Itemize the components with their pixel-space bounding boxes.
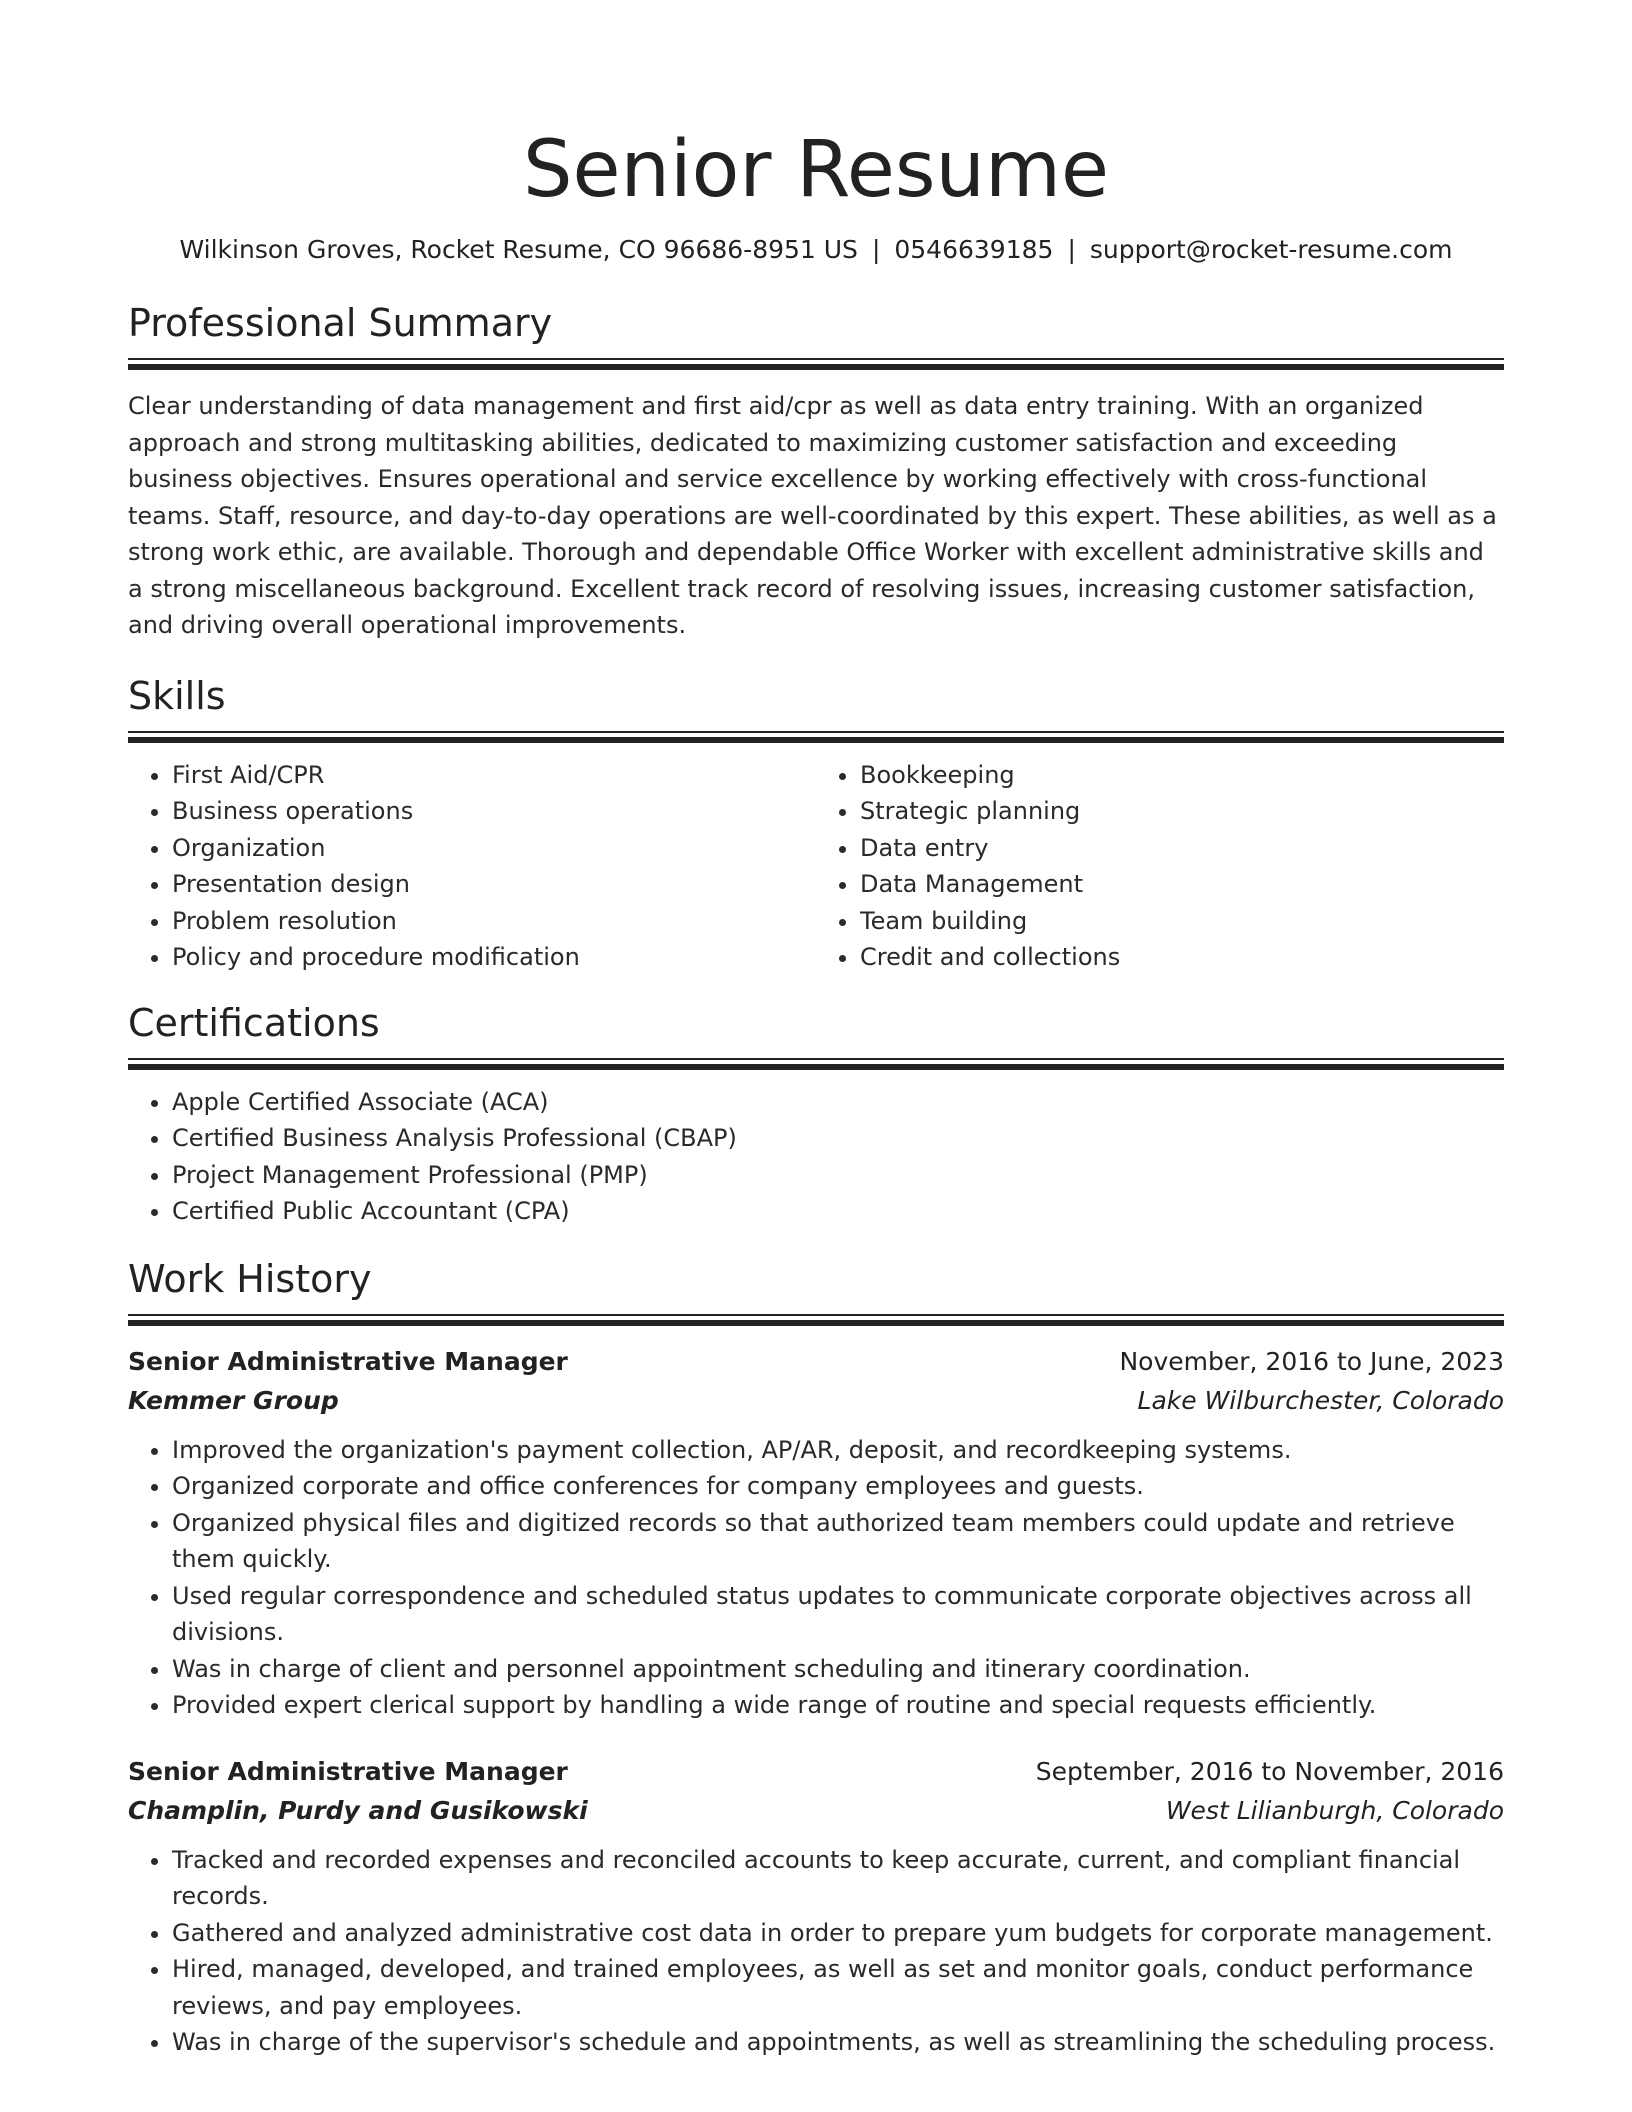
section-divider	[128, 358, 1504, 370]
job-header	[128, 1342, 1504, 1382]
job-company: Champlin, Purdy and Gusikowski	[128, 1795, 588, 1825]
work-history-section	[128, 1254, 1504, 2061]
skill-item: • Policy and procedure modification	[172, 939, 816, 976]
job-entry	[128, 1752, 1504, 2061]
certification-item: • Certified Public Accountant (CPA)	[172, 1193, 1504, 1230]
job-duty: • Gathered and analyzed administrative cost data in order to prepare yum budgets for corporate management.	[172, 1915, 1504, 1952]
skill-item: • Data entry	[860, 830, 1504, 867]
skill-item: • Strategic planning	[860, 793, 1504, 830]
skill-item: • Bookkeeping	[860, 757, 1504, 794]
job-company: Kemmer Group	[128, 1385, 339, 1415]
certification-item: • Certified Business Analysis Professional (CBAP)	[172, 1120, 1504, 1157]
skill-item: • Team building	[860, 903, 1504, 940]
skill-item: • Presentation design	[172, 866, 816, 903]
certifications-list	[128, 1084, 1504, 1230]
contact-line	[128, 232, 1504, 268]
contact-phone: 0546639185	[894, 235, 1054, 264]
job-duty: • Organized corporate and office conferences for company employees and guests.	[172, 1468, 1504, 1505]
job-dates: September, 2016 to November, 2016	[1035, 1756, 1504, 1786]
section-divider	[128, 1314, 1504, 1326]
summary-section	[128, 298, 1504, 644]
certifications-section	[128, 998, 1504, 1230]
skill-item: • First Aid/CPR	[172, 757, 816, 794]
skills-list-right	[816, 757, 1504, 976]
job-duty: • Tracked and recorded expenses and reconciled accounts to keep accurate, current, and compliant financial records.	[172, 1842, 1504, 1915]
job-title: Senior Administrative Manager	[128, 1756, 568, 1786]
job-duty: • Was in charge of the supervisor's schedule and appointments, as well as streamlining the scheduling process.	[172, 2024, 1504, 2061]
job-header	[128, 1752, 1504, 1792]
skill-item: • Business operations	[172, 793, 816, 830]
job-subheader	[128, 1792, 1504, 1830]
summary-text: Clear understanding of data management and first aid/cpr as well as data entry training. With an organized approach and strong multitasking abilities, dedicated to maximizing customer satisfaction and exceeding business objectives. Ensures operational and service excellence by working effectively with cross-functional teams. Staff, resource, and day-to-day operations are well-coordinated by this expert. These abilities, as well as a strong work ethic, are available. Thorough and dependable Office Worker with excellent administrative skills and a strong miscellaneous background. Excellent track record of resolving issues, increasing customer satisfaction, and driving overall operational improvements.	[128, 392, 1497, 639]
certification-item: • Apple Certified Associate (ACA)	[172, 1084, 1504, 1121]
contact-email[interactable]: support@rocket-resume.com	[1089, 235, 1453, 264]
skill-item: • Credit and collections	[860, 939, 1504, 976]
skills-heading: Skills	[128, 673, 226, 718]
resume-title: Senior Resume	[523, 125, 1109, 215]
skills-list-left	[128, 757, 816, 976]
skills-grid	[128, 757, 1504, 976]
contact-separator: |	[871, 235, 881, 264]
job-duty: • Improved the organization's payment collection, AP/AR, deposit, and recordkeeping systems.	[172, 1432, 1504, 1469]
contact-address: Wilkinson Groves, Rocket Resume, CO 96686-8951 US	[179, 235, 858, 264]
job-duty: • Organized physical files and digitized records so that authorized team members could update and retrieve them quickly.	[172, 1505, 1504, 1578]
job-duties-list	[128, 1432, 1504, 1724]
job-duty: • Used regular correspondence and scheduled status updates to communicate corporate objectives across all divisions.	[172, 1578, 1504, 1651]
work-history-heading: Work History	[128, 1256, 372, 1301]
job-duties-list	[128, 1842, 1504, 2061]
job-location: Lake Wilburchester, Colorado	[1137, 1385, 1504, 1415]
contact-separator: |	[1067, 235, 1076, 264]
section-divider	[128, 1058, 1504, 1070]
job-duty: • Provided expert clerical support by handling a wide range of routine and special requests efficiently.	[172, 1687, 1504, 1724]
job-location: West Lilianburgh, Colorado	[1165, 1795, 1504, 1825]
certification-item: • Project Management Professional (PMP)	[172, 1157, 1504, 1194]
job-entry	[128, 1342, 1504, 1724]
job-title: Senior Administrative Manager	[128, 1346, 568, 1376]
job-subheader	[128, 1382, 1504, 1420]
section-divider	[128, 731, 1504, 743]
job-duty: • Hired, managed, developed, and trained employees, as well as set and monitor goals, conduct performance reviews, and pay employees.	[172, 1951, 1504, 2024]
summary-heading: Professional Summary	[128, 301, 553, 345]
skill-item: • Data Management	[860, 866, 1504, 903]
job-duty: • Was in charge of client and personnel appointment scheduling and itinerary coordination.	[172, 1651, 1504, 1688]
skills-section	[128, 671, 1504, 976]
resume-page	[128, 0, 1504, 2061]
skill-item: • Organization	[172, 830, 816, 867]
job-dates: November, 2016 to June, 2023	[1119, 1346, 1504, 1376]
certifications-heading: Certifications	[128, 1000, 380, 1045]
skill-item: • Problem resolution	[172, 903, 816, 940]
